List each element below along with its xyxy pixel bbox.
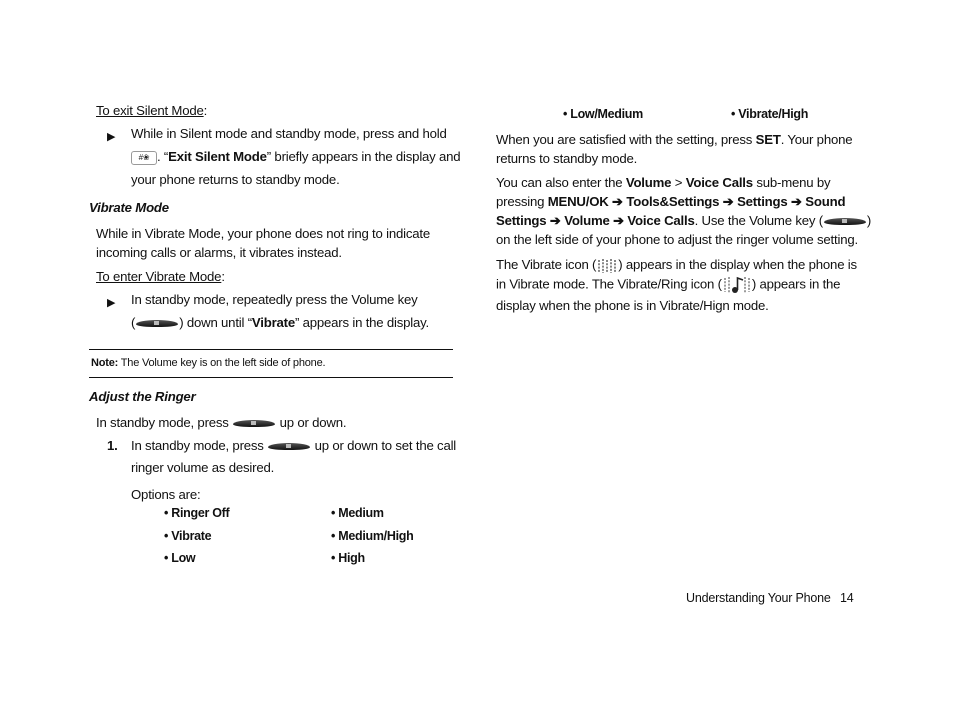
adjust-ringer-heading: Adjust the Ringer [89, 389, 196, 404]
option-item: • Medium/High [331, 529, 414, 543]
enter-step: In standby mode, repeatedly press the Volume key ( ) down until “Vibrate” appears in the display. [131, 292, 430, 330]
arrow-bullet-icon: ▶ [107, 131, 116, 143]
option-item: • High [331, 551, 365, 565]
note: Note: The Volume key is on the left side of phone. [91, 357, 326, 369]
vibrate-icon [596, 258, 618, 274]
ringer-intro: In standby mode, press up or down. [96, 415, 347, 430]
step-number: 1. [107, 438, 118, 453]
note-bottom-rule [89, 377, 453, 378]
page-number: 14 [840, 591, 854, 605]
option-item: • Low [164, 551, 196, 565]
arrow-bullet-icon: ▶ [107, 297, 116, 309]
exit-silent-heading: To exit Silent Mode: [96, 103, 208, 118]
ringer-step: In standby mode, press up or down to set the call ringer volume as desired. [131, 438, 457, 475]
exit-step: While in Silent mode and standby mode, press and hold #❀ . “Exit Silent Mode” briefly appears in the display and your phone returns to standby mode. [131, 126, 461, 187]
option-item: • Vibrate/High [731, 107, 809, 121]
hash-key-icon: #❀ [131, 151, 157, 165]
vibrate-ring-icon [722, 274, 752, 296]
menu-paragraph: You can also enter the Volume > Voice Calls sub-menu by pressing MENU/OK ➔ Tools&Settings ➔ Settings ➔ Sound Settings ➔ Volume ➔ Voice Calls. Use the Volume key ( ) on the left side of your phone to adjust the ringer volume setting. [496, 175, 872, 247]
volume-key-icon [136, 320, 178, 327]
set-paragraph: When you are satisfied with the setting, press SET. Your phone returns to standby mode. [496, 132, 853, 166]
footer-section: Understanding Your Phone [686, 591, 831, 605]
options-label: Options are: [131, 487, 201, 502]
option-item: • Vibrate [164, 529, 212, 543]
vibrate-mode-heading: Vibrate Mode [89, 200, 169, 215]
option-item: • Ringer Off [164, 506, 230, 520]
option-item: • Low/Medium [563, 107, 643, 121]
volume-key-icon [268, 443, 310, 450]
volume-key-icon [824, 218, 866, 225]
note-top-rule [89, 349, 453, 350]
icon-paragraph: The Vibrate icon ( ) appears in the display when the phone is in Vibrate mode. The Vibrate/Ring icon ( ) appears in the display when the phone is in Vibrate/Hign mode. [496, 257, 857, 313]
volume-key-icon [233, 420, 275, 427]
enter-vibrate-heading: To enter Vibrate Mode: [96, 269, 225, 284]
option-item: • Medium [331, 506, 384, 520]
vibrate-paragraph: While in Vibrate Mode, your phone does not ring to indicate incoming calls or alarms, it vibrates instead. [96, 226, 430, 260]
